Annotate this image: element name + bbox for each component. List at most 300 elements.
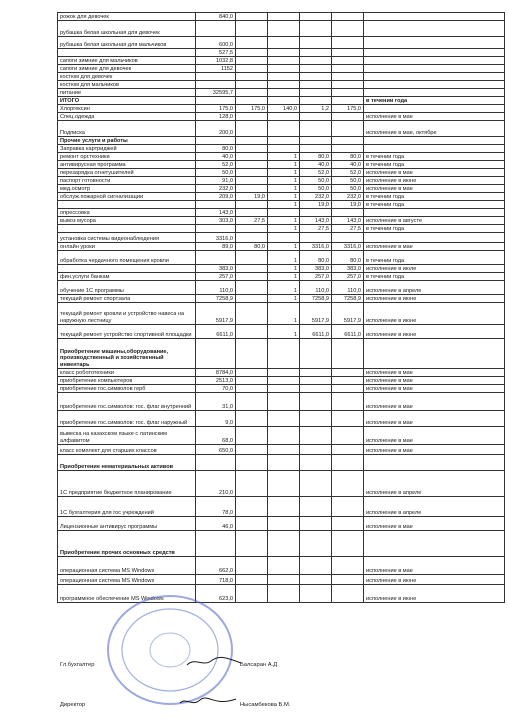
cell-c3: 80,0: [300, 251, 332, 265]
cell-c4: 52,0: [332, 169, 364, 177]
cell-c1: [236, 161, 268, 169]
cell-c1: [236, 153, 268, 161]
table-row: [58, 455, 505, 471]
cell-note: в течении года: [364, 201, 505, 209]
cell-c1: [236, 65, 268, 73]
table-row: [58, 393, 505, 411]
cell-c2: [268, 377, 300, 385]
table-row: [58, 81, 505, 89]
cell-name: приобретение гос.символов герб: [58, 385, 196, 393]
cell-name: онлайн уроки: [58, 243, 196, 251]
cell-name: [58, 265, 196, 273]
cell-c1: [236, 265, 268, 273]
cell-name: Прочие услуги и работы: [58, 137, 196, 145]
cell-c2: [268, 455, 300, 471]
cell-note: [364, 233, 505, 243]
cell-name: приобретение компьютеров: [58, 377, 196, 385]
cell-c1: [236, 445, 268, 455]
cell-c1: [236, 325, 268, 339]
cell-c1: [236, 21, 268, 37]
director-signature-icon: [178, 695, 240, 709]
cell-name: текущий ремонт спортзала: [58, 295, 196, 303]
cell-total: 80,0: [196, 145, 236, 153]
cell-total: 718,0: [196, 575, 236, 585]
cell-c4: 257,0: [332, 273, 364, 281]
cell-name: питание: [58, 89, 196, 97]
cell-total: 78,0: [196, 497, 236, 517]
cell-name: обучение 1С программы: [58, 281, 196, 295]
cell-note: [364, 37, 505, 49]
cell-c3: [300, 21, 332, 37]
cell-c3: [300, 49, 332, 57]
cell-c2: 1: [268, 177, 300, 185]
cell-total: 9,0: [196, 411, 236, 427]
table-row: [58, 251, 505, 265]
cell-note: [364, 49, 505, 57]
cell-c1: [236, 251, 268, 265]
cell-c1: [236, 471, 268, 497]
cell-c1: [236, 557, 268, 575]
cell-c4: [332, 65, 364, 73]
cell-c4: [332, 81, 364, 89]
table-row: [58, 201, 505, 209]
cell-c1: [236, 37, 268, 49]
cell-c4: [332, 517, 364, 531]
cell-c4: [332, 113, 364, 121]
table-row: [58, 193, 505, 201]
cell-c4: 110,0: [332, 281, 364, 295]
cell-c4: [332, 445, 364, 455]
cell-c2: 140,0: [268, 105, 300, 113]
cell-total: [196, 201, 236, 209]
cell-c3: 40,0: [300, 161, 332, 169]
cell-c2: [268, 21, 300, 37]
cell-total: 110,0: [196, 281, 236, 295]
cell-c3: 5917,9: [300, 303, 332, 325]
table-row: [58, 13, 505, 21]
cell-c1: [236, 209, 268, 217]
cell-note: исполнение в июне: [364, 585, 505, 603]
director-title: Директор: [60, 702, 86, 708]
cell-total: 1032,8: [196, 57, 236, 65]
cell-c1: [236, 185, 268, 193]
cell-c3: 52,0: [300, 169, 332, 177]
cell-name: рубашка белая школьная для девочек: [58, 21, 196, 37]
cell-note: исполнение в мае: [364, 113, 505, 121]
cell-total: 209,0: [196, 193, 236, 201]
table-row: [58, 273, 505, 281]
official-stamp-seal: [100, 590, 240, 710]
table-row: [58, 339, 505, 369]
cell-name: Подписка: [58, 121, 196, 137]
cell-name: установка системы видеонаблюдения: [58, 233, 196, 243]
cell-c1: [236, 201, 268, 209]
cell-note: в течении года: [364, 251, 505, 265]
table-row: [58, 557, 505, 575]
table-row: [58, 497, 505, 517]
cell-c3: [300, 13, 332, 21]
cell-c1: [236, 121, 268, 137]
cell-total: 257,0: [196, 273, 236, 281]
cell-c3: [300, 97, 332, 105]
cell-note: [364, 73, 505, 81]
table-row: [58, 243, 505, 251]
cell-c1: [236, 169, 268, 177]
cell-total: 6611,0: [196, 325, 236, 339]
cell-name: вывеска на казахском языке с латинским алфавитом: [58, 427, 196, 445]
cell-note: в течении года: [364, 97, 505, 105]
cell-c2: 1: [268, 153, 300, 161]
cell-c1: [236, 145, 268, 153]
cell-name: сапоги зимние для девочек: [58, 65, 196, 73]
table-row: [58, 369, 505, 377]
cell-c2: [268, 411, 300, 427]
cell-c4: 40,0: [332, 161, 364, 169]
cell-c1: [236, 385, 268, 393]
table-row: [58, 303, 505, 325]
table-row: [58, 295, 505, 303]
cell-note: исполнение в мае: [364, 557, 505, 575]
cell-name: Хлоргексин: [58, 105, 196, 113]
cell-name: обработка чердачного помещения кровли: [58, 251, 196, 265]
cell-c4: 175,0: [332, 105, 364, 113]
cell-name: обслуж.пожарной сигнализации: [58, 193, 196, 201]
cell-name: паспорт готовности: [58, 177, 196, 185]
cell-c3: 50,0: [300, 185, 332, 193]
cell-note: исполнение в июне: [364, 177, 505, 185]
cell-note: [364, 137, 505, 145]
cell-note: исполнение в июне: [364, 295, 505, 303]
cell-c3: [300, 233, 332, 243]
cell-total: [196, 455, 236, 471]
cell-c3: [300, 385, 332, 393]
cell-c3: [300, 209, 332, 217]
cell-c3: 7258,9: [300, 295, 332, 303]
cell-name: Приобретение машины,оборудование, производственный и хозяйственный инвентарь: [58, 339, 196, 369]
cell-c1: [236, 393, 268, 411]
cell-note: исполнение в мае: [364, 393, 505, 411]
cell-c4: [332, 531, 364, 557]
cell-total: 600,0: [196, 37, 236, 49]
cell-c4: [332, 209, 364, 217]
cell-c2: 1: [268, 273, 300, 281]
table-row: [58, 145, 505, 153]
cell-c4: 383,0: [332, 265, 364, 273]
cell-c3: 3316,0: [300, 243, 332, 251]
cell-name: 1С бухгалтерия для гос учреждений: [58, 497, 196, 517]
cell-c2: [268, 57, 300, 65]
cell-c3: [300, 445, 332, 455]
cell-c3: [300, 73, 332, 81]
cell-c3: 110,0: [300, 281, 332, 295]
cell-c2: [268, 427, 300, 445]
cell-c3: [300, 89, 332, 97]
cell-c3: 50,0: [300, 177, 332, 185]
cell-note: [364, 89, 505, 97]
table-row: [58, 113, 505, 121]
cell-c1: [236, 273, 268, 281]
cell-c3: [300, 137, 332, 145]
cell-c4: [332, 21, 364, 37]
table-row: [58, 209, 505, 217]
cell-c2: 1: [268, 265, 300, 273]
cell-c4: 19,0: [332, 201, 364, 209]
table-body: [58, 13, 505, 603]
cell-c1: [236, 113, 268, 121]
cell-name: приобретение гос.символов: гос. флаг внутренний: [58, 393, 196, 411]
cell-c1: [236, 339, 268, 369]
cell-c4: 3316,0: [332, 243, 364, 251]
cell-note: [364, 65, 505, 73]
cell-total: [196, 21, 236, 37]
cell-c4: [332, 471, 364, 497]
table-row: [58, 37, 505, 49]
cell-c2: [268, 65, 300, 73]
cell-c4: 50,0: [332, 185, 364, 193]
cell-total: 210,0: [196, 471, 236, 497]
cell-c1: [236, 427, 268, 445]
cell-c4: [332, 427, 364, 445]
cell-c1: [236, 369, 268, 377]
cell-note: [364, 105, 505, 113]
cell-c4: [332, 37, 364, 49]
cell-note: исполнение в мае, октябре: [364, 121, 505, 137]
cell-name: программное обеспечение MS Windows: [58, 585, 196, 603]
cell-c2: [268, 393, 300, 411]
cell-c4: 232,0: [332, 193, 364, 201]
cell-c1: [236, 13, 268, 21]
table-row: [58, 445, 505, 455]
cell-c4: 50,0: [332, 177, 364, 185]
cell-c2: 1: [268, 325, 300, 339]
cell-name: операционная система MS Windows: [58, 575, 196, 585]
cell-total: 383,0: [196, 265, 236, 273]
cell-c2: [268, 369, 300, 377]
cell-total: 128,0: [196, 113, 236, 121]
cell-c1: [236, 177, 268, 185]
cell-c2: [268, 445, 300, 455]
cell-c4: [332, 497, 364, 517]
cell-c3: [300, 37, 332, 49]
cell-name: рожок для девочек: [58, 13, 196, 21]
cell-total: 1152: [196, 65, 236, 73]
table-row: [58, 161, 505, 169]
cell-c1: [236, 225, 268, 233]
cell-total: 50,0: [196, 169, 236, 177]
cell-note: исполнение в июле: [364, 265, 505, 273]
cell-total: [196, 73, 236, 81]
cell-c2: [268, 233, 300, 243]
cell-c3: [300, 497, 332, 517]
cell-note: [364, 209, 505, 217]
cell-total: [196, 531, 236, 557]
cell-c4: [332, 369, 364, 377]
accountant-signature-icon: [185, 655, 245, 669]
cell-name: ремонт орг.техники: [58, 153, 196, 161]
cell-c4: [332, 137, 364, 145]
cell-c4: 5917,9: [332, 303, 364, 325]
cell-name: 1С предприятие бюджетное планирование: [58, 471, 196, 497]
cell-name: антивирусная программа: [58, 161, 196, 169]
accountant-title: Гл.бухгалтер: [60, 662, 95, 668]
table-row: [58, 177, 505, 185]
cell-c3: [300, 585, 332, 603]
cell-c4: 6611,0: [332, 325, 364, 339]
cell-c2: [268, 13, 300, 21]
cell-total: 52,0: [196, 161, 236, 169]
cell-c3: 19,0: [300, 201, 332, 209]
cell-c2: [268, 209, 300, 217]
cell-note: исполнение в мае: [364, 411, 505, 427]
cell-c2: [268, 49, 300, 57]
cell-c1: [236, 497, 268, 517]
cell-c1: 19,0: [236, 193, 268, 201]
cell-c2: [268, 121, 300, 137]
cell-name: перезарядка огнетушителей: [58, 169, 196, 177]
cell-c2: [268, 89, 300, 97]
cell-c2: [268, 81, 300, 89]
cell-c1: [236, 531, 268, 557]
cell-c2: [268, 531, 300, 557]
cell-note: исполнение в мае: [364, 169, 505, 177]
table-row: [58, 265, 505, 273]
cell-c4: 7258,9: [332, 295, 364, 303]
cell-total: [196, 137, 236, 145]
cell-total: 650,0: [196, 445, 236, 455]
cell-note: исполнение в июне: [364, 303, 505, 325]
cell-name: костюм для девочек: [58, 73, 196, 81]
cell-c4: [332, 557, 364, 575]
cell-c3: 257,0: [300, 273, 332, 281]
cell-c4: [332, 97, 364, 105]
cell-name: текущий ремонт кровли и устройство навеса на наружную лестницу: [58, 303, 196, 325]
cell-c3: [300, 339, 332, 369]
cell-c2: 1: [268, 201, 300, 209]
cell-name: мед.осмотр: [58, 185, 196, 193]
cell-c2: [268, 557, 300, 575]
cell-note: исполнение в мае: [364, 517, 505, 531]
cell-c4: [332, 377, 364, 385]
cell-c3: [300, 113, 332, 121]
cell-note: исполнение в мае: [364, 427, 505, 445]
cell-c4: [332, 339, 364, 369]
cell-c4: [332, 73, 364, 81]
cell-c1: 27,5: [236, 217, 268, 225]
cell-c2: [268, 145, 300, 153]
cell-name: Приобретение прочих основных средств: [58, 531, 196, 557]
cell-c1: [236, 411, 268, 427]
cell-c4: [332, 393, 364, 411]
cell-name: костюм для мальчиков: [58, 81, 196, 89]
cell-note: [364, 145, 505, 153]
cell-note: исполнение в мае: [364, 445, 505, 455]
table-row: [58, 73, 505, 81]
cell-c4: 80,0: [332, 251, 364, 265]
cell-c1: [236, 73, 268, 81]
cell-c2: [268, 339, 300, 369]
cell-c3: [300, 121, 332, 137]
table-row: [58, 57, 505, 65]
cell-name: Спец.одежда: [58, 113, 196, 121]
cell-note: исполнение в апреле: [364, 497, 505, 517]
cell-note: в течении года: [364, 161, 505, 169]
cell-name: текущий ремонт устройство спортивной площадки: [58, 325, 196, 339]
cell-c2: [268, 575, 300, 585]
cell-c1: [236, 233, 268, 243]
cell-c3: [300, 531, 332, 557]
cell-name: [58, 201, 196, 209]
table-row: [58, 233, 505, 243]
cell-total: 5917,9: [196, 303, 236, 325]
cell-c3: [300, 57, 332, 65]
table-row: [58, 153, 505, 161]
cell-name: Заправка картриджей: [58, 145, 196, 153]
cell-c4: [332, 585, 364, 603]
table-row: [58, 385, 505, 393]
cell-c3: 143,0: [300, 217, 332, 225]
cell-c2: 1: [268, 217, 300, 225]
cell-c1: [236, 137, 268, 145]
accountant-name: Балсаран А.Д: [240, 662, 278, 668]
cell-total: 200,0: [196, 121, 236, 137]
table-row: [58, 517, 505, 531]
cell-c4: [332, 575, 364, 585]
cell-note: исполнение в мае: [364, 185, 505, 193]
cell-c2: 1: [268, 303, 300, 325]
cell-c4: [332, 455, 364, 471]
cell-c3: 232,0: [300, 193, 332, 201]
cell-c2: [268, 471, 300, 497]
cell-c2: [268, 517, 300, 531]
cell-note: [364, 57, 505, 65]
cell-c2: 1: [268, 169, 300, 177]
director-name: Нысамбекова Б.М.: [240, 702, 291, 708]
cell-note: исполнение в апреле: [364, 281, 505, 295]
cell-c3: [300, 81, 332, 89]
cell-name: класс робототехники: [58, 369, 196, 377]
cell-c1: [236, 585, 268, 603]
cell-note: в течении года: [364, 225, 505, 233]
cell-name: вывоз мусора: [58, 217, 196, 225]
cell-note: исполнение в апреле: [364, 471, 505, 497]
cell-note: [364, 13, 505, 21]
table-row: [58, 169, 505, 177]
cell-c3: [300, 517, 332, 531]
cell-total: 527,5: [196, 49, 236, 57]
cell-name: операционная система MS Windows: [58, 557, 196, 575]
cell-total: 7258,9: [196, 295, 236, 303]
cell-note: [364, 531, 505, 557]
table-row: [58, 225, 505, 233]
cell-total: 91,0: [196, 177, 236, 185]
cell-note: [364, 21, 505, 37]
cell-c2: [268, 137, 300, 145]
cell-total: 3316,0: [196, 233, 236, 243]
cell-note: в течении года: [364, 273, 505, 281]
cell-c4: [332, 411, 364, 427]
cell-c4: [332, 233, 364, 243]
cell-c4: [332, 145, 364, 153]
cell-note: в течении года: [364, 193, 505, 201]
cell-c3: [300, 393, 332, 411]
cell-c1: [236, 49, 268, 57]
cell-note: исполнение в июне: [364, 325, 505, 339]
table-row: [58, 471, 505, 497]
cell-name: фин.услуги банкам: [58, 273, 196, 281]
cell-c3: [300, 455, 332, 471]
cell-c3: [300, 427, 332, 445]
cell-note: исполнение в мае: [364, 377, 505, 385]
